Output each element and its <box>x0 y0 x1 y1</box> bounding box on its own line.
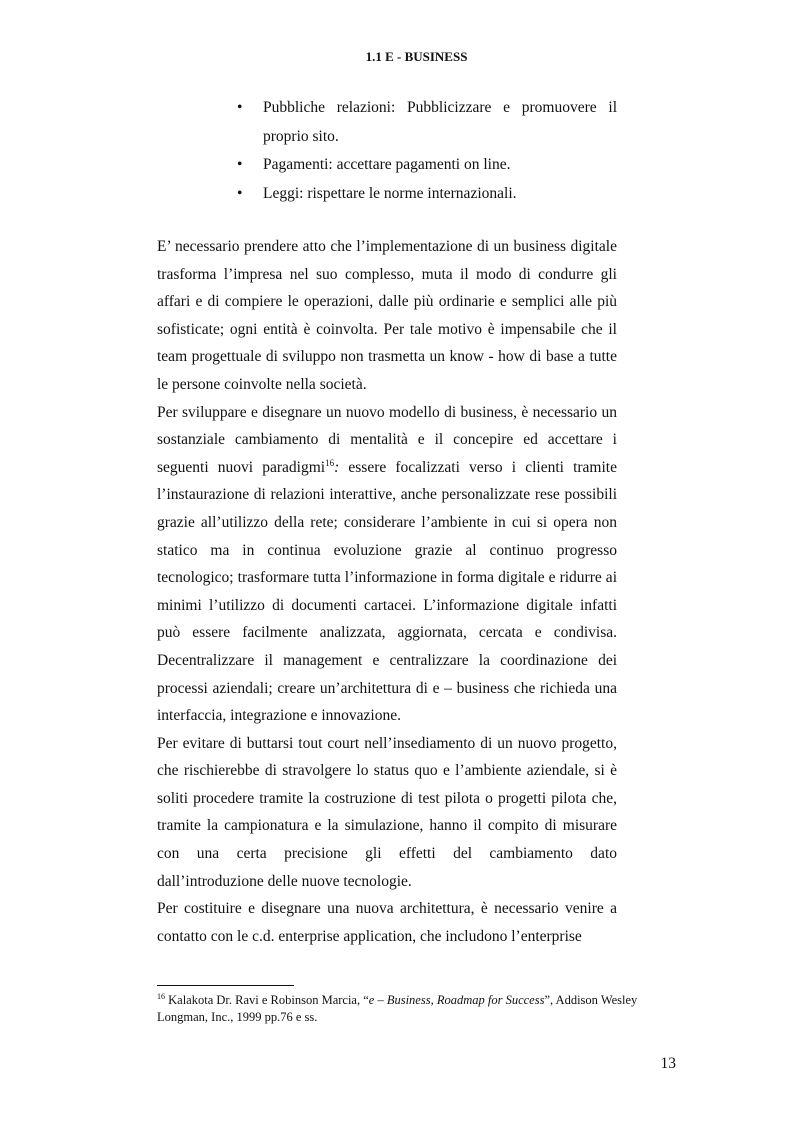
page-number: 13 <box>660 1055 676 1072</box>
bullet-icon: • <box>237 99 243 116</box>
footnote-reference: 16 <box>325 457 335 468</box>
paragraph-text: Per sviluppare e disegnare un nuovo modello di business, è necessario un sostanziale cambiamento di mentalità e il concepire ed accettare i seguenti nuovi paradigmi <box>157 403 617 476</box>
bullet-text: Pubbliche relazioni: Pubblicizzare e promuovere il proprio sito. <box>263 99 617 145</box>
colon: : <box>334 458 340 476</box>
paragraph <box>157 399 617 730</box>
bullet-text: Pagamenti: accettare pagamenti on line. <box>263 156 511 173</box>
footnote-text: Kalakota Dr. Ravi e Robinson Marcia, “ <box>165 993 369 1007</box>
list-item <box>237 94 617 151</box>
paragraph: E’ necessario prendere atto che l’implementazione di un business digitale trasforma l’impresa nel suo complesso, muta il modo di condurre gli affari e di compiere le operazioni, dalle più ordinarie e semplici alle più sofisticate; ogni entità è coinvolta. Per tale motivo è impensabile che il team progettuale di sviluppo non trasmetta un know - how di base a tutte le persone coinvolte nella società. <box>157 238 617 393</box>
paragraph: Per costituire e disegnare una nuova architettura, è necessario venire a contatto con le c.d. enterprise application, che includono l’enterprise <box>157 900 617 945</box>
footnote-number: 16 <box>157 991 165 1001</box>
bullet-icon: • <box>237 184 243 202</box>
list-item <box>237 180 617 209</box>
footnote-divider <box>157 985 294 986</box>
bullet-text: Leggi: rispettare le norme internazionali. <box>263 184 517 202</box>
footnote-text: ”, Addison Wesley Longman, Inc., 1999 pp.76 e ss. <box>157 993 638 1024</box>
running-header: 1.1 E - BUSINESS <box>365 49 468 64</box>
bullet-list <box>237 94 617 208</box>
list-item <box>237 151 617 180</box>
paragraph: Per evitare di buttarsi tout court nell’insediamento di un nuovo progetto, che rischierebbe di stravolgere lo status quo e l’ambiente aziendale, si è soliti procedere tramite la costruzione di test pilota o progetti pilota che, tramite la campionatura e la simulazione, hanno il compito di misurare con una certa precisione gli effetti del cambiamento dato dall’introduzione delle nuove tecnologie. <box>157 734 617 890</box>
bullet-icon: • <box>237 156 243 173</box>
footnote-title: e – Business, Roadmap for Success <box>368 993 545 1007</box>
footnote <box>157 992 677 1026</box>
body-text <box>157 233 617 950</box>
paragraph-text: essere focalizzati verso i clienti tramite l’instaurazione di relazioni interattive, anche personalizzate rese possibili grazie all’utilizzo della rete; considerare l’ambiente in cui si opera non statico ma in continua evoluzione grazie al continuo progresso tecnologico; trasformare tutta l’informazione in forma digitale e ridurre ai minimi l’utilizzo di documenti cartacei. L’informazione digitale infatti può essere facilmente analizzata, aggiornata, cercata e condivisa. Decentralizzare il management e centralizzare la coordinazione dei processi aziendali; creare un’architettura di e – business che richieda una interfaccia, integrazione e innovazione. <box>157 458 617 725</box>
